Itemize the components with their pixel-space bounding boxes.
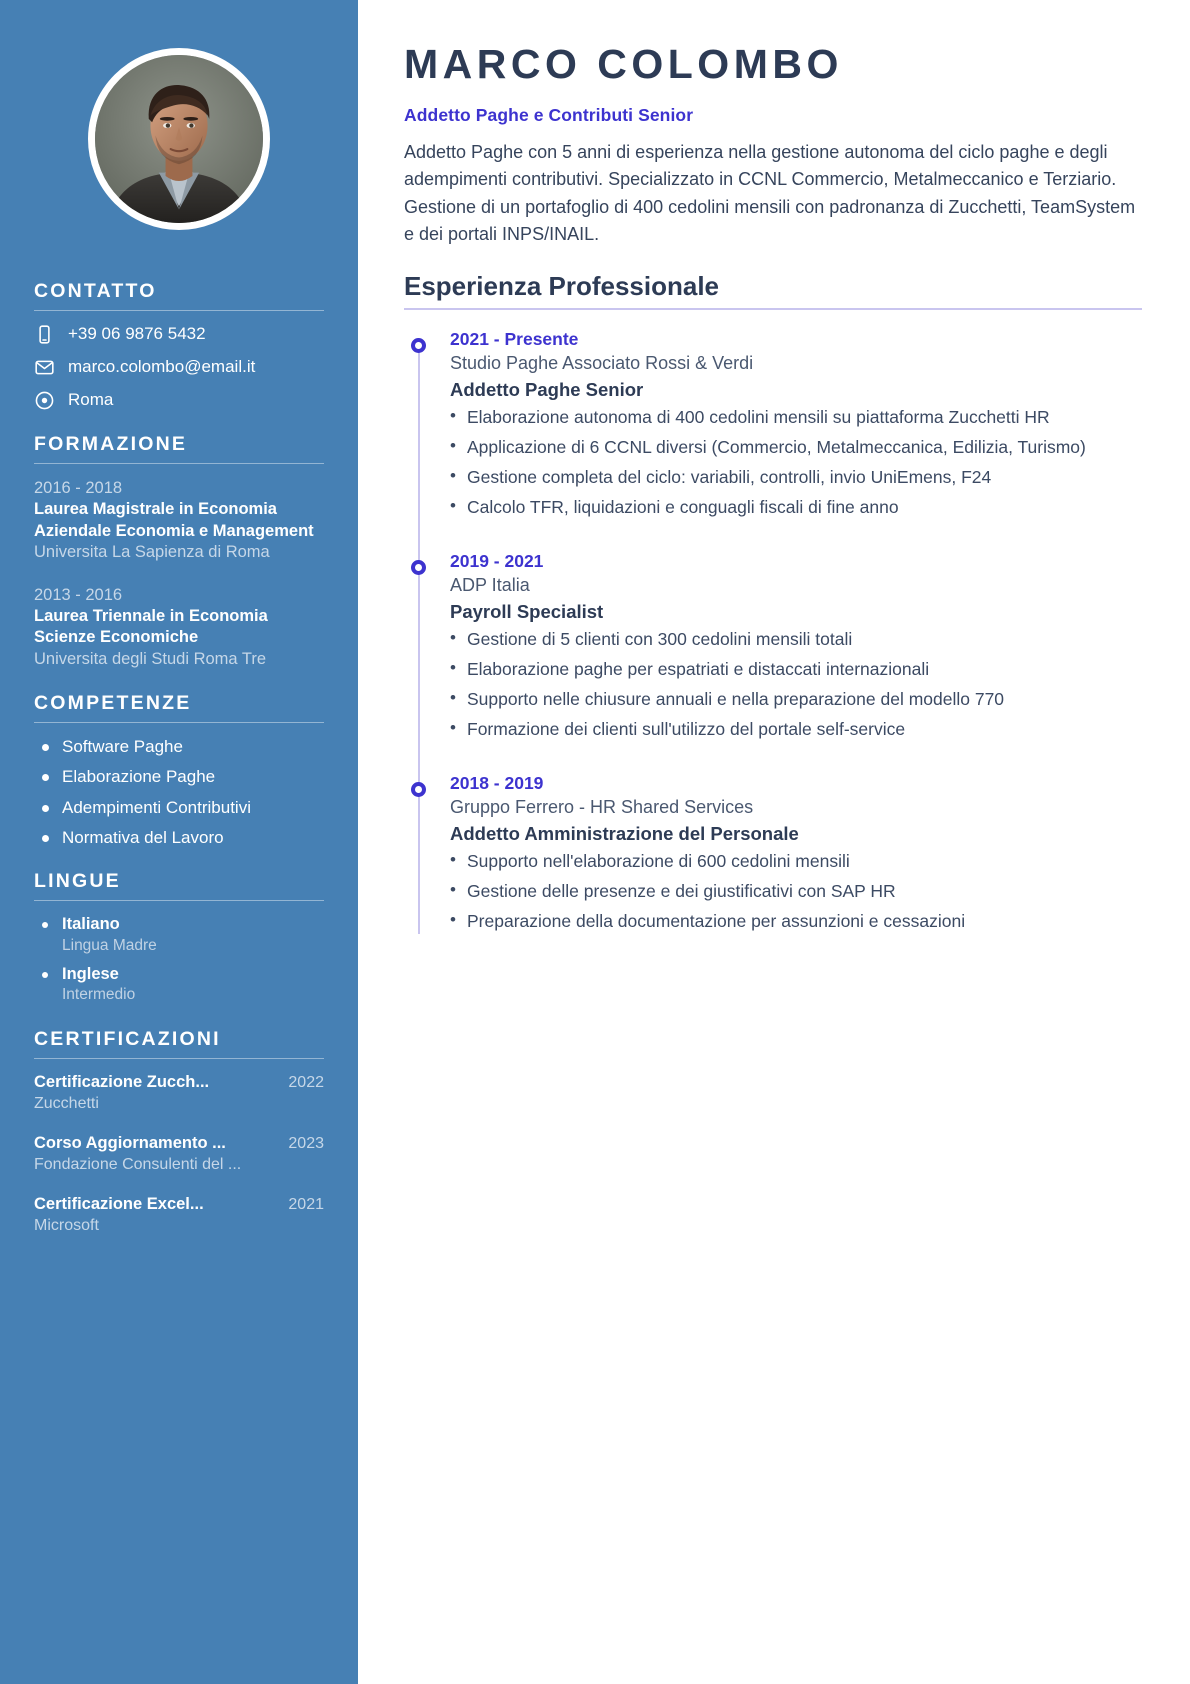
certification-year: 2022 bbox=[288, 1073, 324, 1091]
location-icon bbox=[34, 390, 55, 411]
timeline-line bbox=[418, 344, 420, 934]
experience-bullets bbox=[450, 405, 1142, 519]
list-item bbox=[34, 1072, 324, 1115]
education-section bbox=[34, 433, 324, 670]
list-item: • Supporto nelle chiusure annuali e nella preparazione del modello 770 bbox=[450, 687, 1142, 712]
skills-section bbox=[34, 692, 324, 848]
contact-divider bbox=[34, 310, 324, 311]
languages-heading: LINGUE bbox=[34, 870, 121, 893]
list-item: • Preparazione della documentazione per assunzioni e cessazioni bbox=[450, 909, 1142, 934]
skills-divider bbox=[34, 722, 324, 723]
timeline-dot-icon bbox=[411, 560, 426, 575]
education-institution: Universita La Sapienza di Roma bbox=[34, 543, 270, 562]
page-title: MARCO COLOMBO bbox=[404, 41, 843, 87]
certification-year: 2023 bbox=[288, 1134, 324, 1152]
experience-divider bbox=[404, 308, 1142, 310]
language-name: Inglese bbox=[34, 964, 324, 985]
skills-heading: COMPETENZE bbox=[34, 692, 192, 715]
list-item: Normativa del Lavoro bbox=[34, 827, 324, 848]
contact-phone[interactable] bbox=[34, 324, 324, 345]
experience-organization: Gruppo Ferrero - HR Shared Services bbox=[450, 797, 754, 818]
list-item bbox=[34, 1194, 324, 1237]
education-degree: Laurea Triennale in Economia Scienze Economiche bbox=[34, 606, 268, 647]
certification-name: Corso Aggiornamento ... bbox=[34, 1133, 226, 1152]
list-item: • Applicazione di 6 CCNL diversi (Commercio, Metalmeccanica, Edilizia, Turismo) bbox=[450, 435, 1142, 460]
experience-heading: Esperienza Professionale bbox=[404, 270, 720, 301]
list-item: • Formazione dei clienti sull'utilizzo del portale self-service bbox=[450, 717, 1142, 742]
education-item bbox=[34, 584, 324, 671]
list-item bbox=[34, 1133, 324, 1176]
certification-issuer: Microsoft bbox=[34, 1217, 99, 1235]
main-content bbox=[358, 0, 1190, 1684]
experience-entry bbox=[450, 328, 1142, 520]
list-item: • Gestione di 5 clienti con 300 cedolini mensili totali bbox=[450, 627, 1142, 652]
language-level: Lingua Madre bbox=[62, 936, 157, 954]
list-item: • Calcolo TFR, liquidazioni e conguagli fiscali di fine anno bbox=[450, 495, 1142, 520]
list-item: Elaborazione Paghe bbox=[34, 766, 324, 787]
experience-bullets bbox=[450, 627, 1142, 741]
list-item: • Gestione completa del ciclo: variabili, controlli, invio UniEmens, F24 bbox=[450, 465, 1142, 490]
avatar bbox=[88, 48, 270, 230]
certifications-section bbox=[34, 1028, 324, 1237]
certification-name: Certificazione Zucch... bbox=[34, 1072, 210, 1091]
languages-divider bbox=[34, 900, 324, 901]
professional-summary: Addetto Paghe con 5 anni di esperienza nella gestione autonoma del ciclo paghe e degli adempimenti contributivi. Specializzato in CCNL Commercio, Metalmeccanico e Terziario. Gestione di un portafoglio di 400 cedolini mensili con padronanza di Zucchetti, TeamSystem e dei portali INPS/INAIL. bbox=[404, 142, 1136, 245]
contact-email[interactable] bbox=[34, 357, 324, 378]
experience-date: 2021 - Presente bbox=[450, 328, 579, 349]
experience-date: 2019 - 2021 bbox=[450, 550, 544, 571]
sidebar bbox=[0, 0, 358, 1684]
profile-photo-icon bbox=[95, 55, 263, 223]
certifications-heading: CERTIFICAZIONI bbox=[34, 1027, 221, 1050]
certification-issuer: Zucchetti bbox=[34, 1095, 99, 1113]
education-degree: Laurea Magistrale in Economia Aziendale Economia e Management bbox=[34, 500, 314, 540]
experience-entry bbox=[450, 772, 1142, 934]
email-value: marco.colombo@email.it bbox=[68, 357, 256, 377]
job-headline: Addetto Paghe e Contributi Senior bbox=[404, 105, 694, 126]
experience-organization: ADP Italia bbox=[450, 575, 530, 596]
education-divider bbox=[34, 463, 324, 464]
list-item: • Elaborazione autonoma di 400 cedolini mensili su piattaforma Zucchetti HR bbox=[450, 405, 1142, 430]
experience-role: Payroll Specialist bbox=[450, 600, 604, 622]
education-heading: FORMAZIONE bbox=[34, 433, 188, 455]
avatar-container bbox=[34, 48, 324, 230]
list-item: Adempimenti Contributivi bbox=[34, 797, 324, 818]
contact-location[interactable] bbox=[34, 390, 324, 411]
languages-section bbox=[34, 870, 324, 1006]
experience-role: Addetto Paghe Senior bbox=[450, 378, 644, 400]
contact-heading: CONTATTO bbox=[34, 280, 157, 302]
list-item: • Elaborazione paghe per espatriati e distaccati internazionali bbox=[450, 657, 1142, 682]
language-level: Intermedio bbox=[62, 985, 136, 1003]
phone-icon bbox=[34, 324, 55, 345]
experience-role: Addetto Amministrazione del Personale bbox=[450, 822, 799, 844]
education-date: 2016 - 2018 bbox=[34, 479, 123, 497]
education-item bbox=[34, 477, 324, 564]
timeline-dot-icon bbox=[411, 782, 426, 797]
location-value: Roma bbox=[68, 390, 114, 410]
timeline-dot-icon bbox=[411, 338, 426, 353]
language-name: Italiano bbox=[34, 914, 324, 935]
experience-timeline bbox=[404, 328, 1142, 934]
contact-section bbox=[34, 280, 324, 411]
experience-date: 2018 - 2019 bbox=[450, 772, 544, 793]
certifications-divider bbox=[34, 1058, 324, 1059]
languages-list bbox=[34, 914, 324, 1006]
experience-organization: Studio Paghe Associato Rossi & Verdi bbox=[450, 353, 754, 374]
list-item: • Supporto nell'elaborazione di 600 cedolini mensili bbox=[450, 849, 1142, 874]
education-institution: Universita degli Studi Roma Tre bbox=[34, 649, 267, 668]
certification-name: Certificazione Excel... bbox=[34, 1194, 204, 1213]
email-icon bbox=[34, 357, 55, 378]
list-item bbox=[34, 964, 324, 1006]
phone-value: +39 06 9876 5432 bbox=[68, 324, 206, 344]
experience-entry bbox=[450, 550, 1142, 742]
list-item: Software Paghe bbox=[34, 736, 324, 757]
experience-bullets bbox=[450, 849, 1142, 934]
skills-list bbox=[34, 736, 324, 848]
list-item bbox=[34, 914, 324, 956]
list-item: • Gestione delle presenze e dei giustificativi con SAP HR bbox=[450, 879, 1142, 904]
certification-issuer: Fondazione Consulenti del ... bbox=[34, 1156, 242, 1174]
education-date: 2013 - 2016 bbox=[34, 585, 123, 604]
certification-year: 2021 bbox=[288, 1195, 324, 1213]
